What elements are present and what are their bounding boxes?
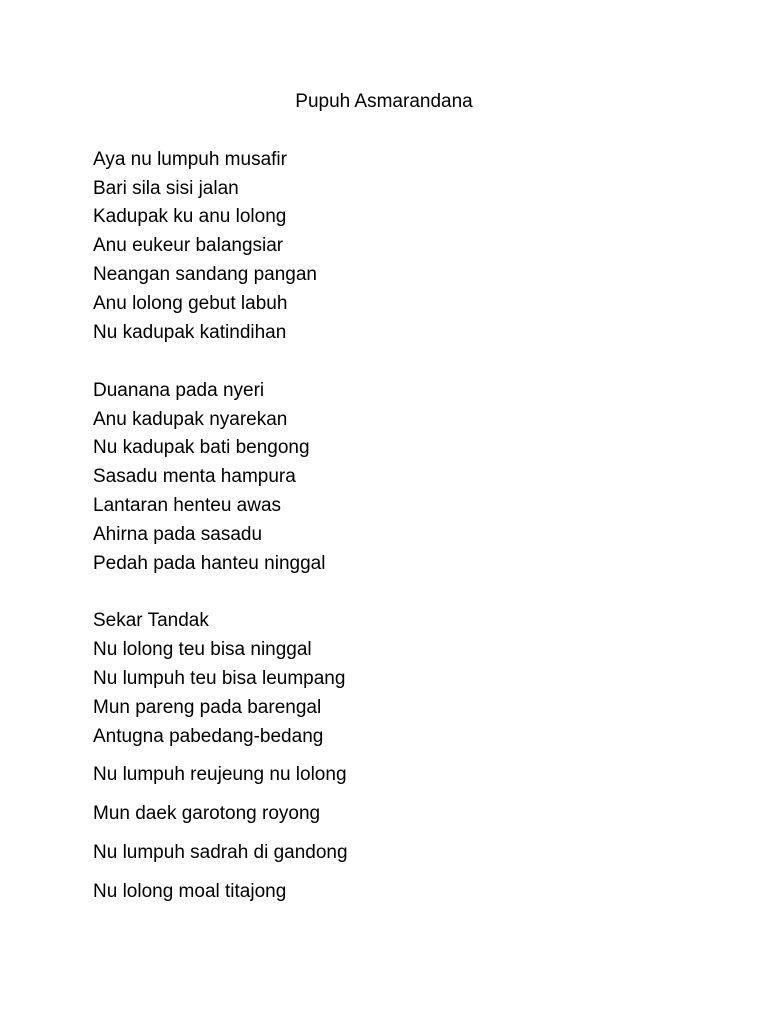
stanza2-line-3: Nu kadupak bati bengong [93, 437, 310, 458]
stanza2-line-7: Pedah pada hanteu ninggal [93, 553, 326, 574]
stanza3-line-7: Mun daek garotong royong [93, 803, 321, 824]
stanza1-line-5: Neangan sandang pangan [93, 264, 317, 285]
stanza3-line-3: Nu lumpuh teu bisa leumpang [93, 668, 346, 689]
stanza1-line-6: Anu lolong gebut labuh [93, 293, 288, 314]
stanza2-line-5: Lantaran henteu awas [93, 495, 282, 516]
stanza2-line-1: Duanana pada nyeri [93, 380, 265, 401]
stanza2-line-4: Sasadu menta hampura [93, 466, 296, 487]
stanza1-line-7: Nu kadupak katindihan [93, 322, 287, 343]
stanza2-line-2: Anu kadupak nyarekan [93, 409, 288, 430]
stanza2-line-6: Ahirna pada sasadu [93, 524, 263, 545]
stanza1-line-2: Bari sila sisi jalan [93, 178, 239, 199]
stanza3-line-9: Nu lolong moal titajong [93, 881, 287, 902]
stanza1-line-4: Anu eukeur balangsiar [93, 235, 284, 256]
stanza1-line-3: Kadupak ku anu lolong [93, 206, 287, 227]
stanza3-line-2: Nu lolong teu bisa ninggal [93, 639, 312, 660]
stanza3-line-5: Antugna pabedang-bedang [93, 726, 324, 747]
document-title: Pupuh Asmarandana [295, 91, 473, 112]
stanza3-line-6: Nu lumpuh reujeung nu lolong [93, 764, 347, 785]
stanza1-line-1: Aya nu lumpuh musafir [93, 149, 287, 170]
stanza3-line-1: Sekar Tandak [93, 610, 209, 631]
stanza3-line-4: Mun pareng pada barengal [93, 697, 322, 718]
stanza3-line-8: Nu lumpuh sadrah di gandong [93, 842, 348, 863]
